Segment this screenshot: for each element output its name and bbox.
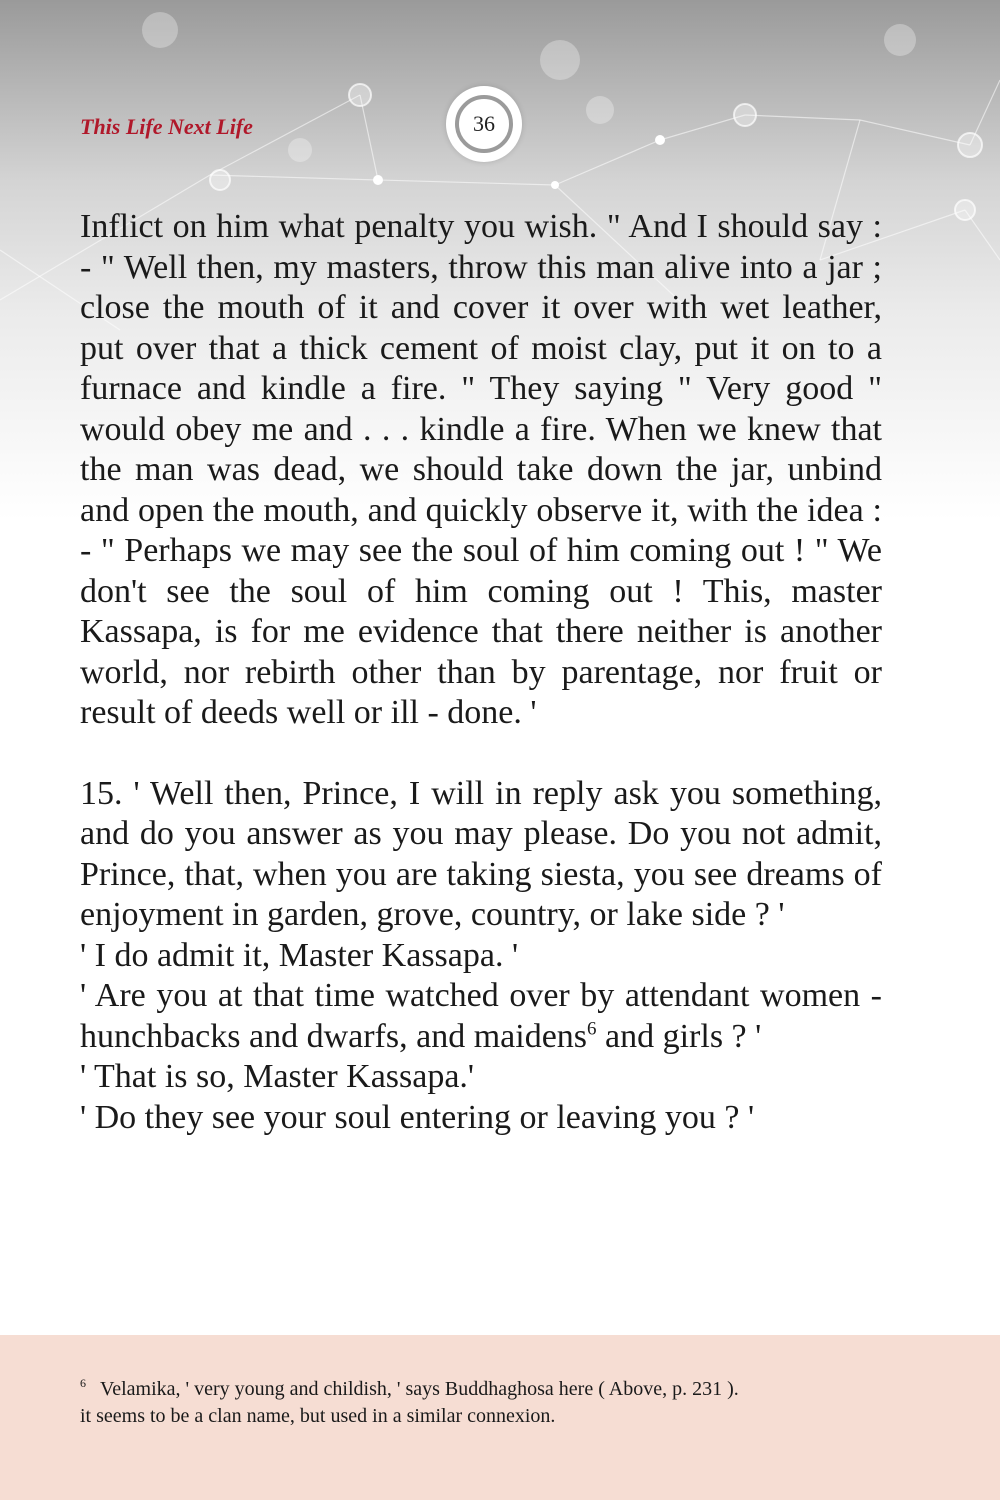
footnote-marker: 6: [80, 1376, 86, 1391]
page-number-badge: [446, 86, 522, 162]
dialogue-line: ' That is so, Master Kassapa.': [80, 1058, 475, 1095]
dialogue-line: ' I do admit it, Master Kassapa. ': [80, 936, 519, 974]
dialogue-text: and girls ? ': [596, 1017, 762, 1055]
footnote-reference: 6: [587, 1018, 597, 1040]
paragraph: Inflict on him what penalty you wish. " And I should say : - " Well then, my masters, throw this man alive into a jar ; close the mouth of it and cover it over with wet leather, put over that a thick cement of moist clay, put it on to a furnace and kindle a fire. " They saying " Very good " would obey me and . . . kindle a fire. When we knew that the man was dead, we should take down the jar, unbind and open the mouth, and quickly observe it, with the idea : - " Perhaps we may see the soul of him coming out ! " We don't see the soul of him coming out ! This, master Kassapa, is for me evidence that there neither is another world, nor rebirth other than by parentage, nor fruit or result of deeds well or ill - done. ': [80, 208, 882, 731]
page-number: 36: [473, 111, 495, 136]
paragraph-gap: [80, 734, 882, 774]
dialogue-line: [80, 976, 882, 1057]
dialogue-line: ' Do they see your soul entering or leaving you ? ': [80, 1098, 755, 1136]
page-number-ring: [455, 95, 513, 153]
dialogue-text: ' Are you at that time watched over by attendant women - hunchbacks and dwarfs, and maidens: [80, 977, 882, 1055]
footnote-line: it seems to be a clan name, but used in a similar connexion.: [80, 1405, 556, 1427]
footnote-line: Velamika, ' very young and childish, ' says Buddhaghosa here ( Above, p. 231 ).: [100, 1378, 739, 1400]
footnote: [80, 1376, 900, 1430]
running-title: This Life Next Life: [80, 114, 253, 139]
footnote-area: [0, 1335, 1000, 1500]
paragraph: 15. ' Well then, Prince, I will in reply ask you something, and do you answer as you may please. Do you not admit, Prince, that, when you are taking siesta, you see dreams of enjoyment in garden, grove, country, or lake side ? ': [80, 774, 882, 933]
body-text: [80, 207, 882, 1138]
